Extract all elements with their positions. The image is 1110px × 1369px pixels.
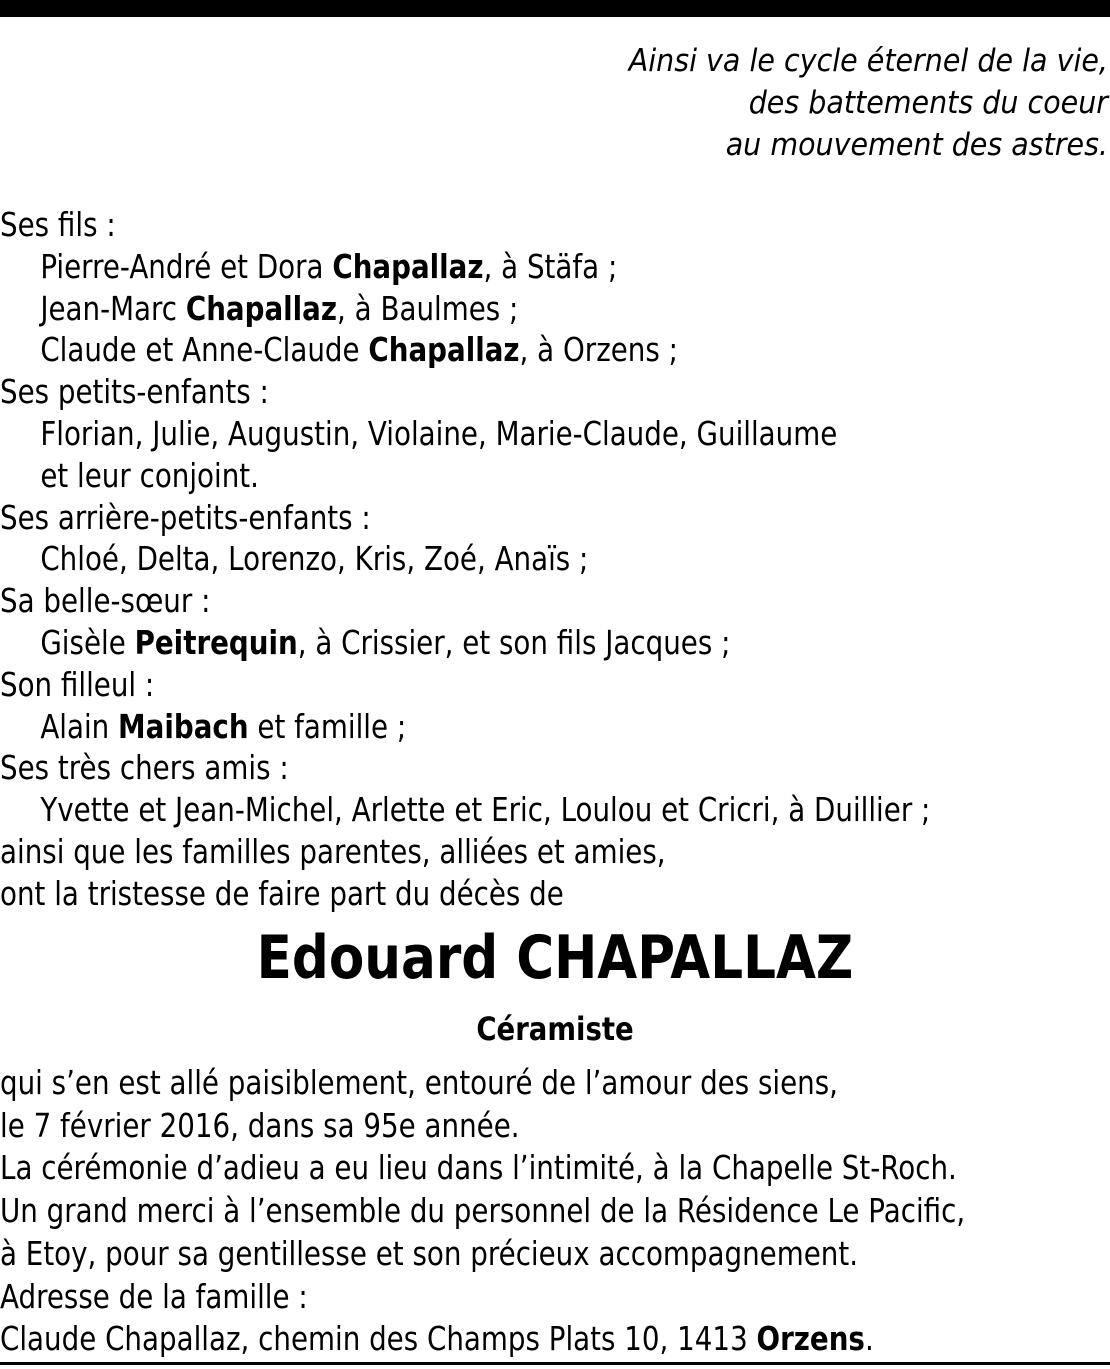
family-list bbox=[0, 204, 931, 915]
son-place: , à Stäfa ; bbox=[483, 246, 618, 286]
friends-line: Yvette et Jean-Michel, Arlette et Eric, Loulou et Cricri, à Duillier ; bbox=[40, 790, 931, 830]
details-line: Adresse de la famille : bbox=[0, 1276, 308, 1316]
sons-heading: Ses fils : bbox=[0, 205, 116, 244]
epigraph-line: des battements du coeur bbox=[748, 85, 1108, 121]
godson-given: Alain bbox=[40, 706, 119, 746]
son-place: , à Orzens ; bbox=[519, 330, 678, 370]
son-surname: Chapallaz bbox=[368, 330, 520, 370]
godson-entry bbox=[0, 706, 924, 748]
son-given: Pierre-André et Dora bbox=[40, 246, 333, 286]
details-text bbox=[0, 1062, 1050, 1361]
epigraph-line: au mouvement des astres. bbox=[725, 127, 1108, 163]
son-entry bbox=[0, 329, 924, 371]
sister-in-law-heading: Sa belle-sœur : bbox=[0, 581, 211, 621]
grandchildren-heading: Ses petits-enfants : bbox=[0, 372, 269, 412]
top-rule bbox=[0, 0, 1110, 17]
details-line: le 7 février 2016, dans sa 95e année. bbox=[0, 1105, 520, 1145]
epigraph-quote bbox=[464, 40, 1108, 166]
son-entry bbox=[0, 288, 924, 330]
deceased-profession: Céramiste bbox=[476, 1010, 634, 1048]
deceased-name: Edouard CHAPALLAZ bbox=[256, 923, 854, 993]
godson-surname: Maibach bbox=[118, 706, 249, 746]
details-line: Un grand merci à l’ensemble du personnel de la Résidence Le Pacific, bbox=[0, 1191, 966, 1231]
epigraph-line: Ainsi va le cycle éternel de la vie, bbox=[628, 43, 1108, 79]
son-surname: Chapallaz bbox=[332, 246, 484, 286]
grandchildren-line: et leur conjoint. bbox=[40, 455, 259, 495]
great-grandchildren-line: Chloé, Delta, Lorenzo, Kris, Zoé, Anaïs ; bbox=[40, 539, 589, 579]
godson-heading: Son filleul : bbox=[0, 664, 155, 704]
godson-rest: et famille ; bbox=[248, 706, 407, 746]
details-line: qui s’en est allé paisiblement, entouré de l’amour des siens, bbox=[0, 1063, 838, 1102]
sister-in-law-place: , à Crissier, et son fils Jacques ; bbox=[297, 622, 731, 662]
closing-line: ont la tristesse de faire part du décès de bbox=[0, 873, 564, 913]
son-entry bbox=[0, 246, 924, 288]
bottom-rule bbox=[0, 1362, 1110, 1365]
grandchildren-line: Florian, Julie, Augustin, Violaine, Marie-Claude, Guillaume bbox=[40, 413, 838, 453]
sister-in-law-surname: Peitrequin bbox=[134, 622, 298, 662]
sister-in-law-entry bbox=[0, 622, 924, 664]
address-street: Claude Chapallaz, chemin des Champs Plats 10, 1413 bbox=[0, 1319, 757, 1359]
details-line: à Etoy, pour sa gentillesse et son précieux accompagnement. bbox=[0, 1233, 859, 1273]
address-town: Orzens bbox=[756, 1319, 865, 1359]
friends-heading: Ses très chers amis : bbox=[0, 748, 289, 788]
son-given: Jean-Marc bbox=[40, 288, 186, 328]
address-end: . bbox=[864, 1319, 874, 1359]
sister-in-law-given: Gisèle bbox=[40, 622, 135, 662]
great-grandchildren-heading: Ses arrière-petits-enfants : bbox=[0, 497, 371, 537]
closing-line: ainsi que les familles parentes, alliées et amies, bbox=[0, 831, 666, 871]
son-place: , à Baulmes ; bbox=[337, 288, 519, 328]
son-surname: Chapallaz bbox=[185, 288, 338, 328]
son-given: Claude et Anne-Claude bbox=[40, 330, 369, 370]
family-address bbox=[0, 1318, 1050, 1361]
details-line: La cérémonie d’adieu a eu lieu dans l’intimité, à la Chapelle St-Roch. bbox=[0, 1148, 957, 1188]
